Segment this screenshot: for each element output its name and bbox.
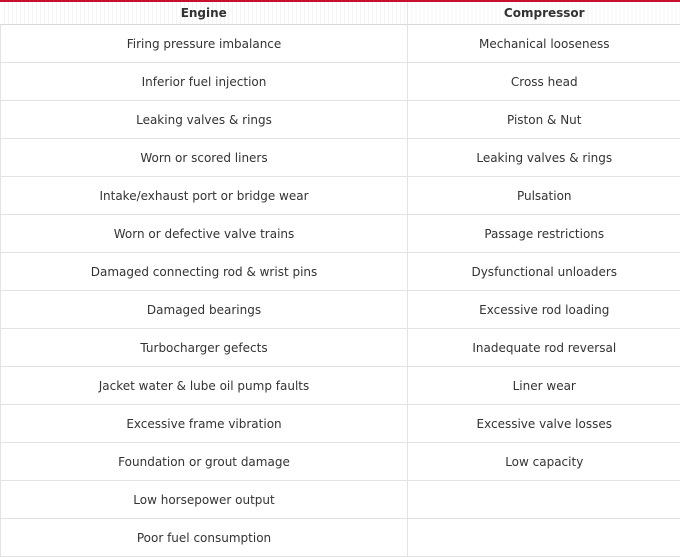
table-row: [1, 25, 680, 63]
compressor-cell: Passage restrictions: [408, 215, 680, 253]
header-compressor: Compressor: [408, 2, 680, 25]
table-row: [1, 253, 680, 291]
engine-cell: Damaged connecting rod & wrist pins: [1, 253, 408, 291]
compressor-cell: [408, 519, 680, 557]
compressor-cell: Leaking valves & rings: [408, 139, 680, 177]
compressor-cell: Pulsation: [408, 177, 680, 215]
engine-cell: Turbocharger gefects: [1, 329, 408, 367]
engine-cell: Low horsepower output: [1, 481, 408, 519]
engine-cell: Poor fuel consumption: [1, 519, 408, 557]
engine-cell: Worn or scored liners: [1, 139, 408, 177]
table-row: [1, 443, 680, 481]
table-row: [1, 481, 680, 519]
table-row: [1, 101, 680, 139]
compressor-cell: [408, 481, 680, 519]
engine-cell: Foundation or grout damage: [1, 443, 408, 481]
engine-cell: Excessive frame vibration: [1, 405, 408, 443]
compressor-cell: Mechanical looseness: [408, 25, 680, 63]
table-row: [1, 329, 680, 367]
engine-cell: Inferior fuel injection: [1, 63, 408, 101]
engine-cell: Firing pressure imbalance: [1, 25, 408, 63]
table-row: [1, 405, 680, 443]
table-row: [1, 139, 680, 177]
table-row: [1, 63, 680, 101]
compressor-cell: Inadequate rod reversal: [408, 329, 680, 367]
table-row: [1, 177, 680, 215]
compressor-cell: Low capacity: [408, 443, 680, 481]
compressor-cell: Piston & Nut: [408, 101, 680, 139]
engine-cell: Intake/exhaust port or bridge wear: [1, 177, 408, 215]
header-row: [1, 2, 680, 25]
compressor-cell: Cross head: [408, 63, 680, 101]
fault-comparison-table: [0, 2, 680, 557]
table-row: [1, 215, 680, 253]
table-row: [1, 367, 680, 405]
compressor-cell: Liner wear: [408, 367, 680, 405]
engine-cell: Worn or defective valve trains: [1, 215, 408, 253]
table-body: [1, 25, 680, 557]
table-row: [1, 519, 680, 557]
engine-cell: Damaged bearings: [1, 291, 408, 329]
table-header: [1, 2, 680, 25]
header-engine: Engine: [1, 2, 408, 25]
compressor-cell: Excessive rod loading: [408, 291, 680, 329]
engine-cell: Jacket water & lube oil pump faults: [1, 367, 408, 405]
table-row: [1, 291, 680, 329]
engine-cell: Leaking valves & rings: [1, 101, 408, 139]
compressor-cell: Dysfunctional unloaders: [408, 253, 680, 291]
compressor-cell: Excessive valve losses: [408, 405, 680, 443]
